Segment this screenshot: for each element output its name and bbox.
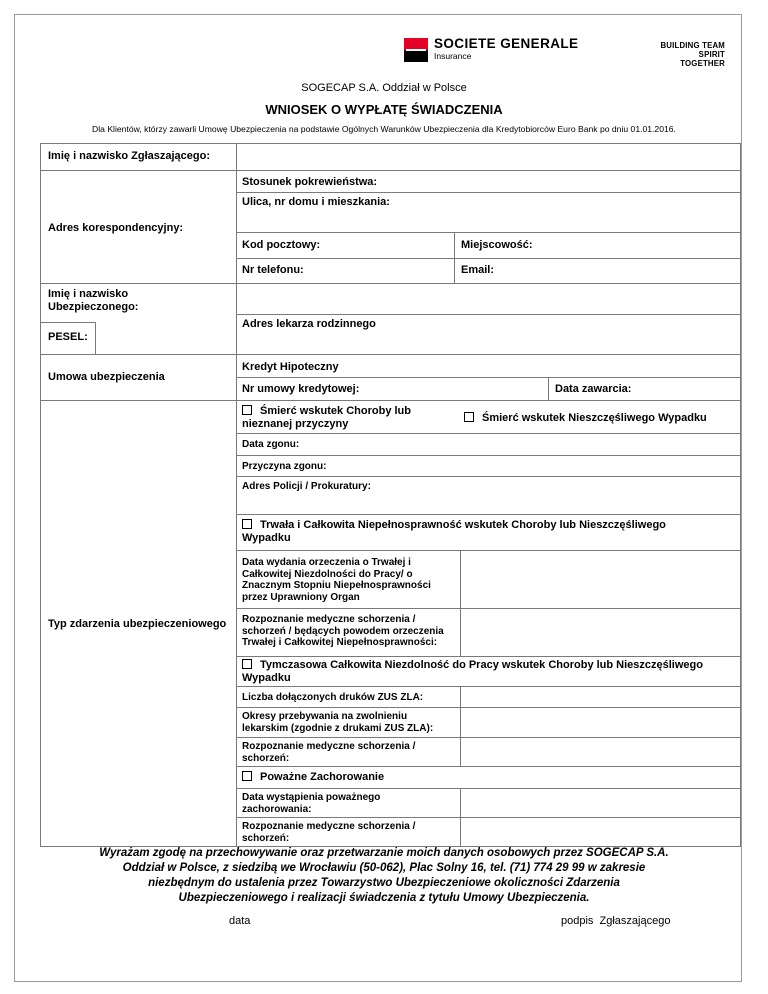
mortgage-label: Kredyt Hipoteczny <box>242 361 339 373</box>
temp-incapacity-line1: Tymczasowa Całkowita Niezdolność do Pracy wskutek Choroby lub Nieszczęśliwego <box>260 659 703 671</box>
police-address-label: Adres Policji / Prokuratury: <box>242 481 371 492</box>
consent-line1: Wyrażam zgodę na przechowywanie oraz przetwarzanie moich danych osobowych przez SOGECAP S.A. <box>99 847 669 859</box>
death-accident-text: Śmierć wskutek Nieszczęśliwego Wypadku <box>482 412 707 424</box>
event-type-label: Typ zdarzenia ubezpieczeniowego <box>48 618 227 630</box>
insured-name-line2: Ubezpieczonego: <box>48 301 139 313</box>
insured-name-label <box>48 288 138 314</box>
relationship-label: Stosunek pokrewieństwa: <box>242 176 378 188</box>
loan-number-label: Nr umowy kredytowej: <box>242 383 360 395</box>
street-label: Ulica, nr domu i mieszkania: <box>242 196 390 208</box>
temp-incapacity-line2: Wypadku <box>242 672 291 684</box>
diagnosis-temp-line2: schorzeń: <box>242 752 290 764</box>
illness-date-label <box>242 792 380 815</box>
checkbox-icon[interactable] <box>242 519 252 529</box>
consent-line4: Ubezpieczeniowego i realizacji świadczenia z tytułu Umowy Ubezpieczenia. <box>178 892 590 904</box>
signature-caption: podpis Zgłaszającego <box>561 915 671 927</box>
diagnosis-disability-line3: Trwałej i Całkowitej Niepełnosprawności: <box>242 637 438 648</box>
sick-leave-label <box>242 711 433 734</box>
societe-generale-logo <box>404 38 590 62</box>
doctor-address-label: Adres lekarza rodzinnego <box>242 318 376 330</box>
consent-line2: Oddział w Polsce, z siedzibą we Wrocławiu (50-062), Plac Solny 16, tel. (71) 774 29 99 w zakresie <box>122 862 646 874</box>
applicant-name-field[interactable] <box>237 144 740 170</box>
serious-illness-option[interactable] <box>242 771 384 784</box>
diagnosis-disability-label <box>242 614 444 649</box>
company-name: SOGECAP S.A. Oddział w Polsce <box>301 82 467 94</box>
pesel-field[interactable] <box>96 323 236 354</box>
brand-name: SOCIETE GENERALE <box>434 36 579 51</box>
checkbox-icon[interactable] <box>242 405 252 415</box>
certificate-date-line4: przez Uprawniony Organ <box>242 591 360 603</box>
sick-leave-line1: Okresy przebywania na zwolnieniu <box>242 711 408 722</box>
certificate-date-line2: Całkowitej Niezdolności do Pracy/ o <box>242 568 413 580</box>
brand-sub: Insurance <box>434 51 472 61</box>
postal-code-label: Kod pocztowy: <box>242 239 321 251</box>
consent-text <box>60 846 708 906</box>
page-title: WNIOSEK O WYPŁATĘ ŚWIADCZENIA <box>265 102 503 117</box>
death-illness-line2: nieznanej przyczyny <box>242 418 349 430</box>
sick-leave-line2: lekarskim (zgodnie z drukami ZUS ZLA): <box>242 722 434 734</box>
checkbox-icon[interactable] <box>464 412 474 422</box>
address-label: Adres korespondencyjny: <box>48 222 184 234</box>
pesel-label: PESEL: <box>48 331 88 343</box>
diagnosis-disability-line2: schorzeń / będących powodem orzeczenia <box>242 625 444 637</box>
temp-incapacity-option[interactable] <box>242 659 703 685</box>
illness-date-line1: Data wystąpienia poważnego <box>242 792 381 803</box>
slogan-line2: TOGETHER <box>680 59 725 68</box>
checkbox-icon[interactable] <box>242 659 252 669</box>
brand-slogan <box>641 41 725 68</box>
city-label: Miejscowość: <box>461 239 533 251</box>
diagnosis-disability-line1: Rozpoznanie medyczne schorzenia / <box>242 614 416 625</box>
illness-date-line2: zachorowania: <box>242 803 312 815</box>
certificate-date-line3: Znacznym Stopniu Niepełnosprawności <box>242 580 431 591</box>
disability-line1: Trwała i Całkowita Niepełnosprawność wskutek Choroby lub Nieszczęśliwego <box>260 519 666 531</box>
diagnosis-temp-line1: Rozpoznanie medyczne schorzenia / <box>242 741 416 752</box>
phone-label: Nr telefonu: <box>242 264 304 276</box>
death-date-label: Data zgonu: <box>242 439 300 450</box>
death-illness-line1: Śmierć wskutek Choroby lub <box>260 405 411 417</box>
death-illness-option[interactable] <box>242 405 411 431</box>
certificate-date-line1: Data wydania orzeczenia o Trwałej i <box>242 557 411 568</box>
page-subtitle: Dla Klientów, którzy zawarli Umowę Ubezpieczenia na podstawie Ogólnych Warunków Ubezpieczenia dla Kredytobiorców Euro Bank po dniu 01.01.2016. <box>92 124 676 134</box>
diagnosis-illness-line2: schorzeń: <box>242 832 290 844</box>
date-caption: data <box>229 915 251 927</box>
disability-option[interactable] <box>242 519 666 545</box>
diagnosis-temp-label <box>242 741 415 764</box>
checkbox-icon[interactable] <box>242 771 252 781</box>
serious-illness-text: Poważne Zachorowanie <box>260 771 385 783</box>
slogan-line1: BUILDING TEAM SPIRIT <box>660 41 725 59</box>
consent-line3: niezbędnym do ustalenia przez Towarzystwo Ubezpieczeniowe okoliczności Zdarzenia <box>148 877 620 889</box>
contract-date-label: Data zawarcia: <box>555 383 632 395</box>
insured-name-field[interactable] <box>237 284 740 314</box>
insured-name-line1: Imię i nazwisko <box>48 288 129 300</box>
street-field[interactable] <box>237 206 740 232</box>
death-cause-label: Przyczyna zgonu: <box>242 461 327 472</box>
diagnosis-illness-line1: Rozpoznanie medyczne schorzenia / <box>242 821 416 832</box>
diagnosis-illness-label <box>242 821 415 844</box>
zus-count-label: Liczba dołączonych druków ZUS ZLA: <box>242 692 424 703</box>
applicant-name-label: Imię i nazwisko Zgłaszającego: <box>48 150 210 162</box>
death-accident-option[interactable] <box>464 412 707 425</box>
certificate-date-label <box>242 557 431 603</box>
disability-line2: Wypadku <box>242 532 291 544</box>
logo-square-icon <box>404 38 428 62</box>
insurance-contract-label: Umowa ubezpieczenia <box>48 371 165 383</box>
email-label: Email: <box>461 264 495 276</box>
